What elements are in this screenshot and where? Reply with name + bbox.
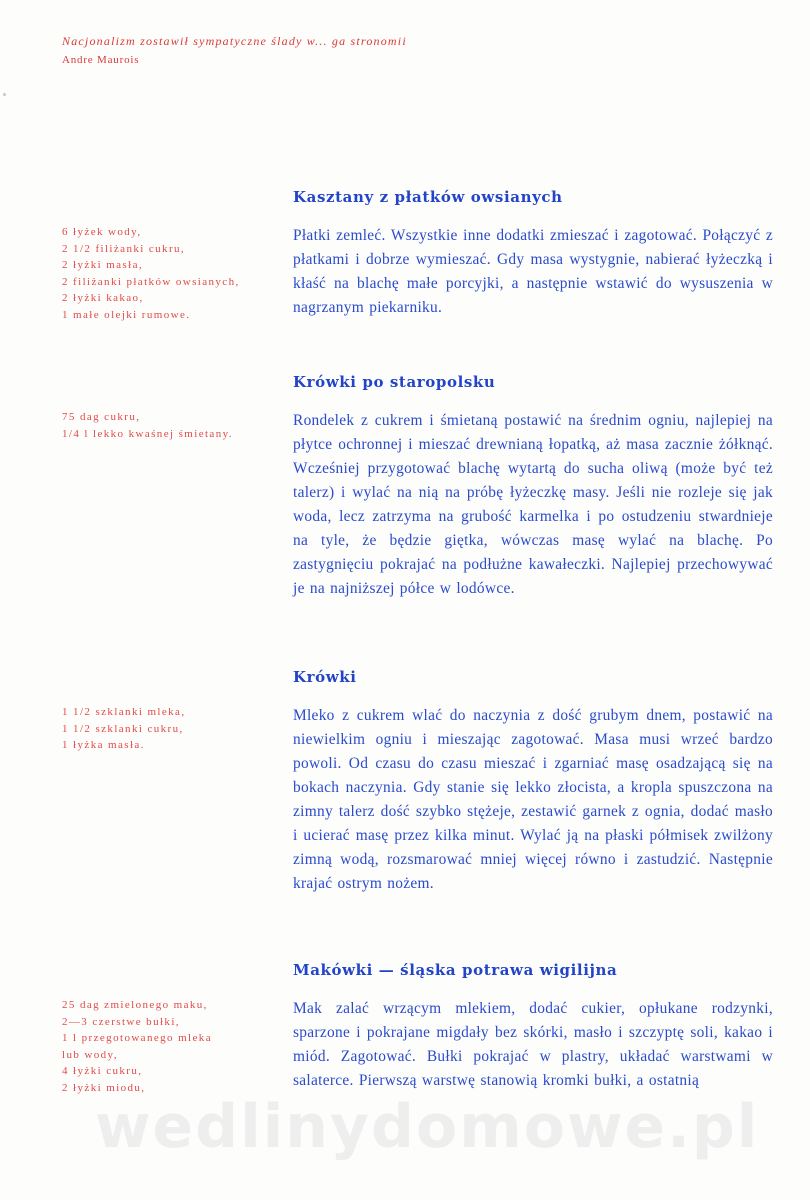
ingredient-item: 1/4 l lekko kwaśnej śmietany. <box>62 427 233 440</box>
ingredient-item: 25 dag zmielonego maku, <box>62 999 208 1011</box>
recipe-instructions: Rondelek z cukrem i śmietaną postawić na średnim ogniu, najlepiej na płytce ochronnej i mieszać drewnianą łopatką, aż masa zacznie żółknąć. Wcześniej przygotować blachę wytartą do sucha oliwą (może być też talerz) i wylać na nią na próbę łyżeczkę masy. Jeśli nie rozleje się jak woda, lecz zatrzyma na grubość karmelka i po ostudzeniu stwardnieje na tyle, że będzie giętka, wówczas masę wylać na blachę. Po zastygnięciu pokrajać na podłużne kawałeczki. Najlepiej przechowywać je na najniższej półce w lodówce. <box>293 412 773 597</box>
ingredient-item: 1 l przegotowanego mleka <box>62 1032 212 1044</box>
ingredient-item: 2 łyżki masła, <box>62 259 144 271</box>
ingredient-item: 1 łyżka masła. <box>62 739 145 751</box>
ingredient-item: 2 filiżanki płatków owsianych, <box>62 275 240 288</box>
ingredient-item: 1 małe olejki rumowe. <box>62 308 191 321</box>
ingredient-item: 6 łyżek wody, <box>62 226 142 238</box>
ingredient-item: lub wody, <box>62 1048 118 1061</box>
ingredient-item: 1 1/2 szklanki mleka, <box>62 706 186 718</box>
ingredient-item: 2—3 czerstwe bułki, <box>62 1015 180 1028</box>
recipe-title: Makówki — śląska potrawa wigilijna <box>293 961 618 979</box>
ingredient-item: 75 dag cukru, <box>62 411 141 423</box>
recipe-instructions: Mleko z cukrem wlać do naczynia z dość grubym dnem, postawić na niewielkim ogniu i mieszając zagotować. Masa musi wrzeć bardzo powoli. Od czasu do czasu mieszać i zgarniać masę osadzającą się na bokach naczynia. Gdy stanie się lekko złocista, a kropla spuszczona na zimny talerz dość szybko stężeje, zestawić garnek z ognia, dodać masło i ucierać masę przez kilka minut. Wylać ją na płaski półmisek zwilżony zimną wodą, rozsmarować mniej więcej równo i zastudzić. Następnie krajać ostrym nożem. <box>293 707 773 892</box>
ingredient-list <box>62 704 277 754</box>
ingredient-list <box>62 409 277 442</box>
ingredient-item: 4 łyżki cukru, <box>62 1065 143 1077</box>
epigraph-author: Andre Maurois <box>62 54 140 66</box>
ingredient-item: 2 łyżki miodu, <box>62 1081 146 1094</box>
epigraph <box>62 32 482 70</box>
epigraph-text: Nacjonalizm zostawił sympatyczne ślady w... ga stronomii <box>62 34 407 48</box>
recipe-instructions: Mak zalać wrzącym mlekiem, dodać cukier, opłukane rodzynki, sparzone i pokrajane migdały bez skórki, masło i szczyptę soli, kakao i miód. Zagotować. Bułki pokrajać w plastry, układać warstwami w salaterce. Pierwszą warstwę stanowią kromki bułki, a ostatnią <box>293 1000 773 1089</box>
recipe-title: Krówki po staropolsku <box>293 373 496 391</box>
ingredient-list <box>62 997 277 1096</box>
margin-mark <box>3 93 6 96</box>
recipe-title: Kasztany z płatków owsianych <box>293 188 563 206</box>
ingredient-list <box>62 224 277 323</box>
ingredient-item: 2 1/2 filiżanki cukru, <box>62 242 186 255</box>
recipe-title: Krówki <box>293 668 357 686</box>
ingredient-item: 2 łyżki kakao, <box>62 292 144 304</box>
recipe-instructions: Płatki zemleć. Wszystkie inne dodatki zmieszać i zagotować. Połączyć z płatkami i dobrze wymieszać. Gdy masa wystygnie, nabierać łyżeczką i kłaść na blachę małe porcyjki, a następnie wstawić do wysuszenia w nagrzanym piekarniku. <box>293 227 773 316</box>
watermark: wedlinydomowe.pl <box>95 1092 760 1162</box>
ingredient-item: 1 1/2 szklanki cukru, <box>62 722 184 735</box>
